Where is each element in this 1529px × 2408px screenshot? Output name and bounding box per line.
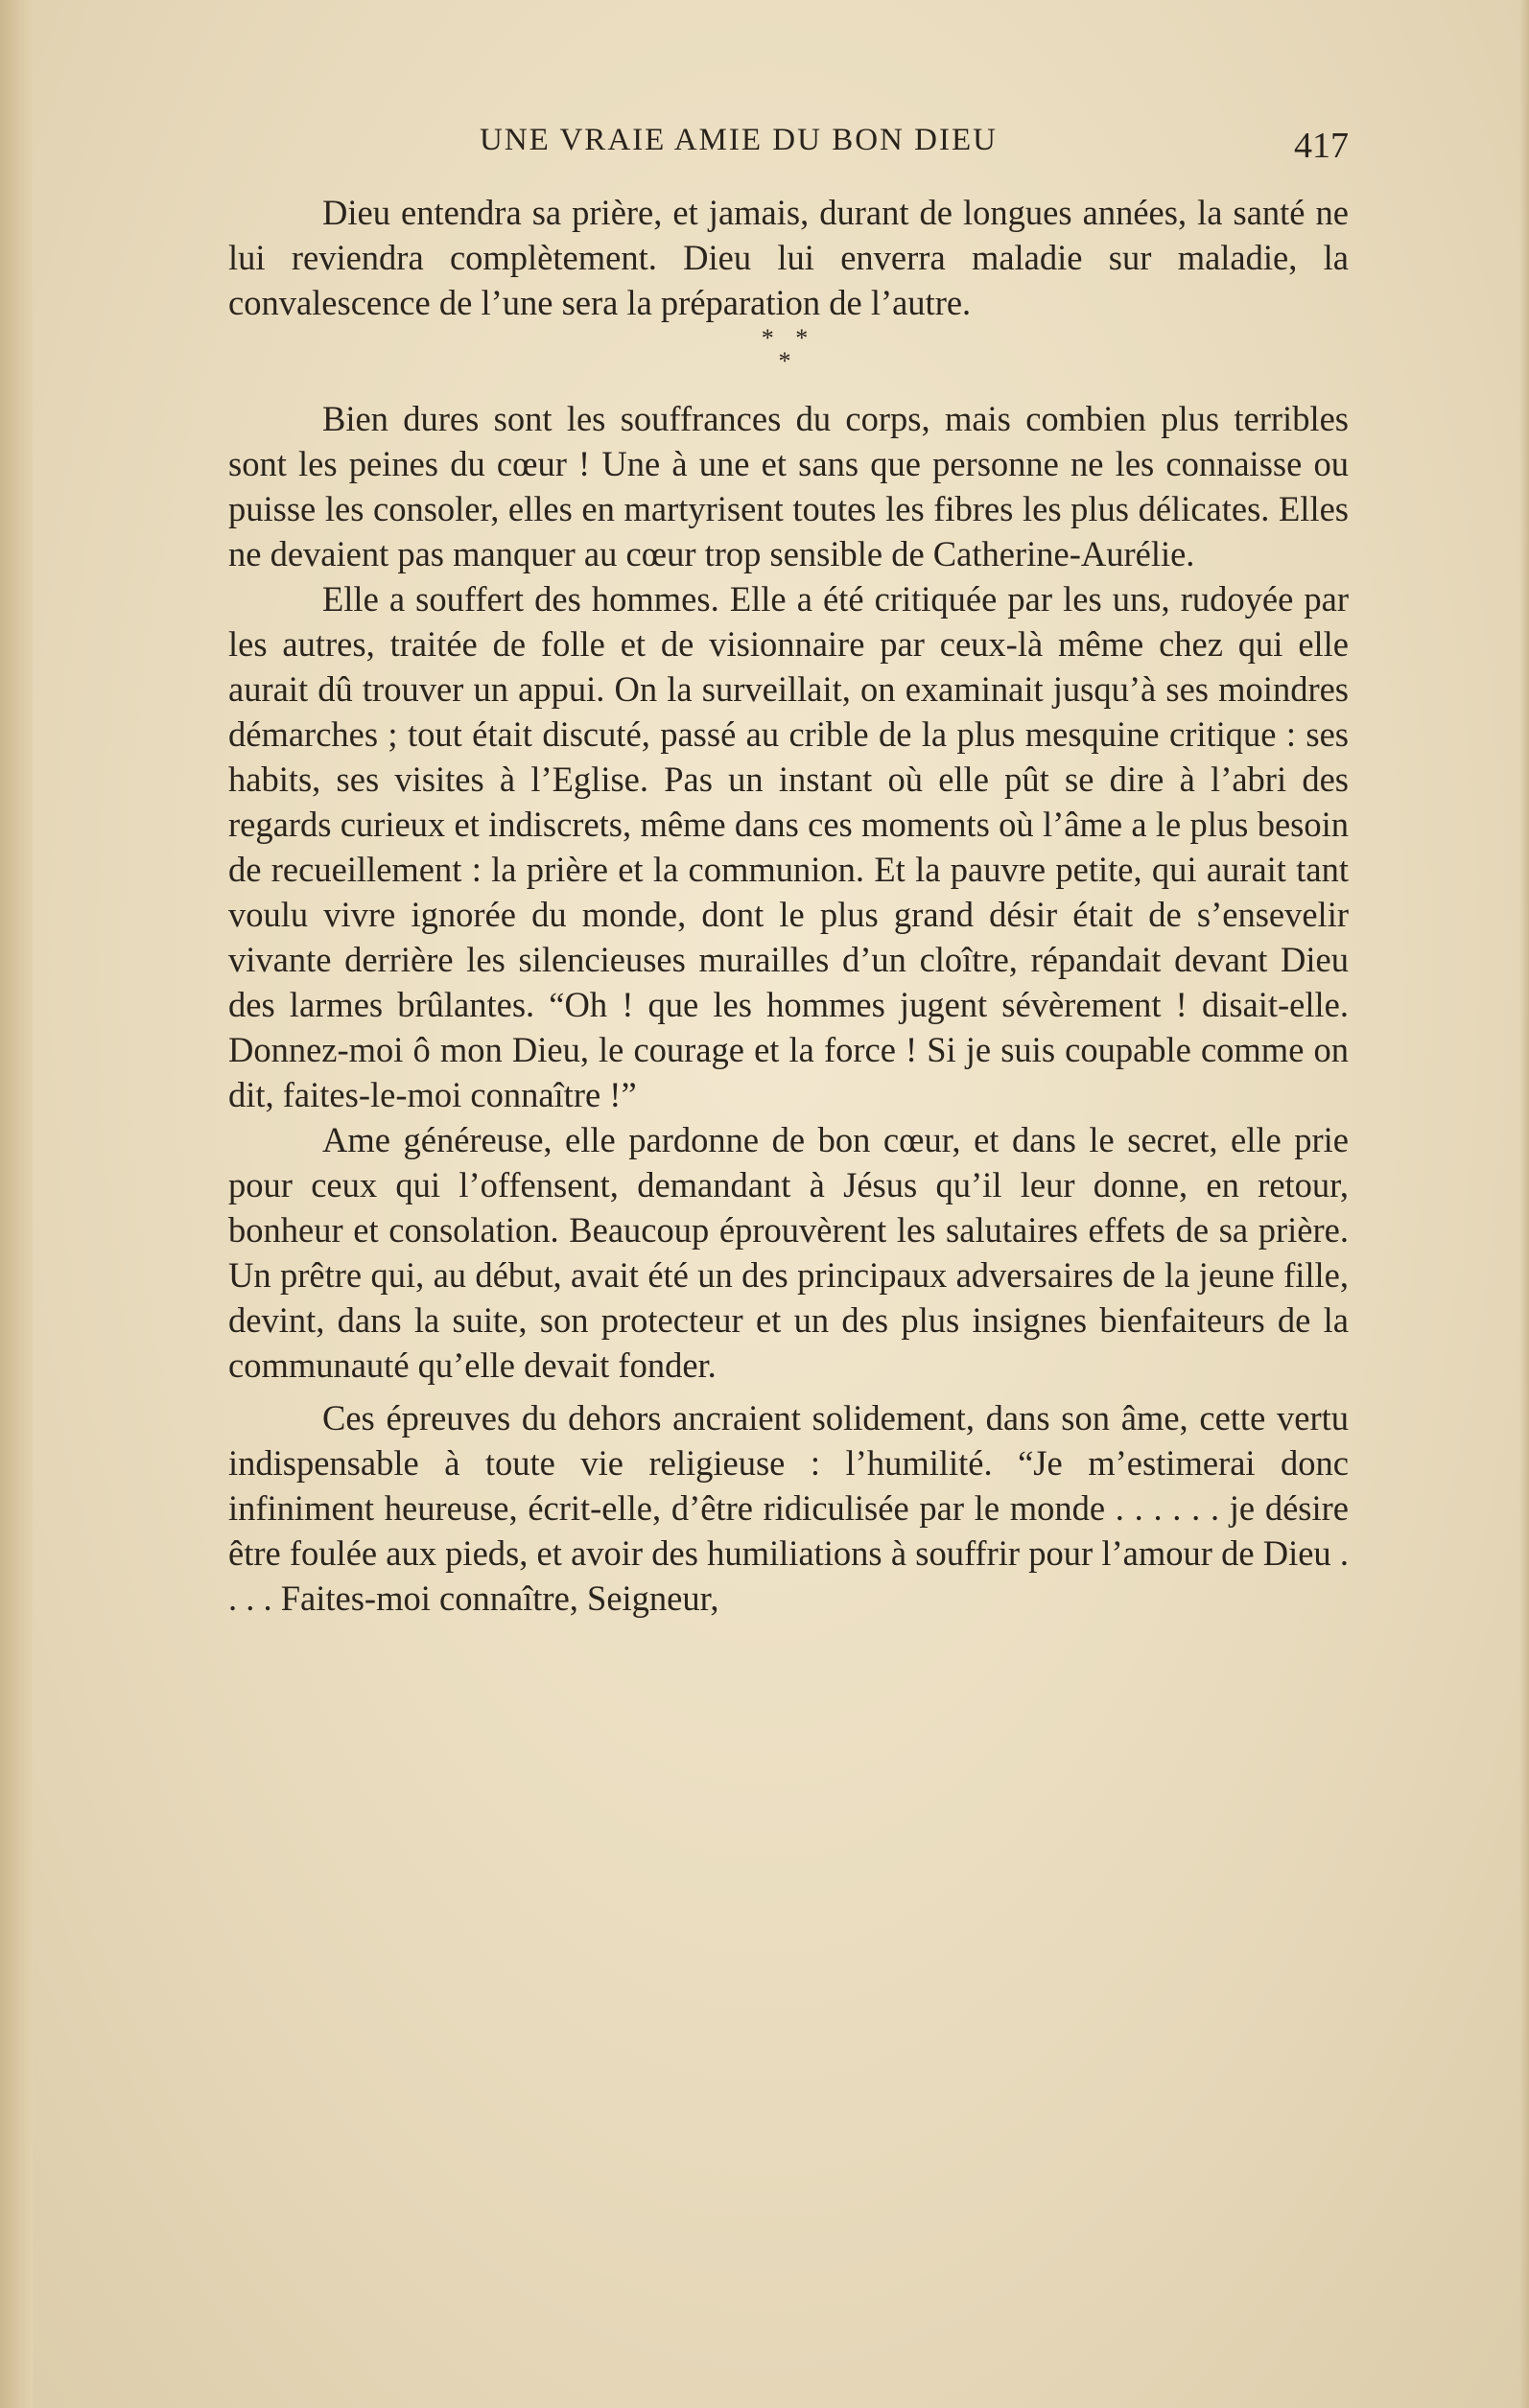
page-header [228,123,1349,171]
page-edge [1519,0,1529,2408]
paragraph: Bien dures sont les souffrances du corps, mais combien plus terribles sont les peines du cœur ! Une à une et sans que personne ne les connaisse ou puisse les consoler, elles en martyrisent toutes les fibres les plus délicates. Elles ne devaient pas manquer au cœur trop sensible de Catherine-Aurélie. [228,399,1349,573]
paragraph: Dieu entendra sa prière, et jamais, durant de longues années, la santé ne lui reviendra complètement. Dieu lui enverra maladie sur maladie, la convalescence de l’une sera la préparation de l’autre. [228,193,1349,322]
ornament-asterisk-bottom: * [778,347,799,375]
running-title: UNE VRAIE AMIE DU BON DIEU [480,123,998,157]
page-number: 417 [1294,126,1349,166]
paragraph: Elle a souffert des hommes. Elle a été critiquée par les uns, rudoyée par les autres, traitée de folle et de visionnaire par ceux-là même chez qui elle aurait dû trouver un appui. On la surveillait, on examinait jusqu’à ses moindres démarches ; tout était discuté, passé au crible de la plus mesquine critique : ses habits, ses visites à l’Eglise. Pas un instant où elle pût se dire à l’abri des regards curieux et indiscrets, même dans ces moments où l’âme a le plus besoin de recueillement : la prière et la communion. Et la pauvre petite, qui aurait tant voulu vivre ignorée du monde, dont le plus grand désir était de s’ensevelir vivante derrière les silencieuses murailles d’un cloître, répandait devant Dieu des larmes brûlantes. “Oh ! que les hommes jugent sévèrement ! disait-elle. Donnez-moi ô mon Dieu, le courage et la force ! Si je suis coupable comme on dit, faites-le-moi connaître !” [228,579,1349,1114]
page-gutter [0,0,33,2408]
body-text [228,190,1349,1621]
paragraph: Ame généreuse, elle pardonne de bon cœur, et dans le secret, elle prie pour ceux qui l’offensent, demandant à Jésus qu’il leur donne, en retour, bonheur et consolation. Beaucoup éprouvèrent les salutaires effets de sa prière. Un prêtre qui, au début, avait été un des principaux adversaires de la jeune fille, devint, dans la suite, son protecteur et un des plus insignes bienfaiteurs de la communauté qu’elle devait fonder. [228,1120,1349,1385]
ornament-asterisks-top: * * [761,324,816,352]
paragraph: Ces épreuves du dehors ancraient solidement, dans son âme, cette vertu indispensable à toute vie religieuse : l’humilité. “Je m’estimerai donc infiniment heureuse, écrit-elle, d’être ridiculisée par le monde . . . . . . je désire être foulée aux pieds, et avoir des humiliations à souffrir pour l’amour de Dieu . . . . Faites-moi connaître, Seigneur, [228,1398,1349,1618]
section-ornament [228,325,1349,396]
